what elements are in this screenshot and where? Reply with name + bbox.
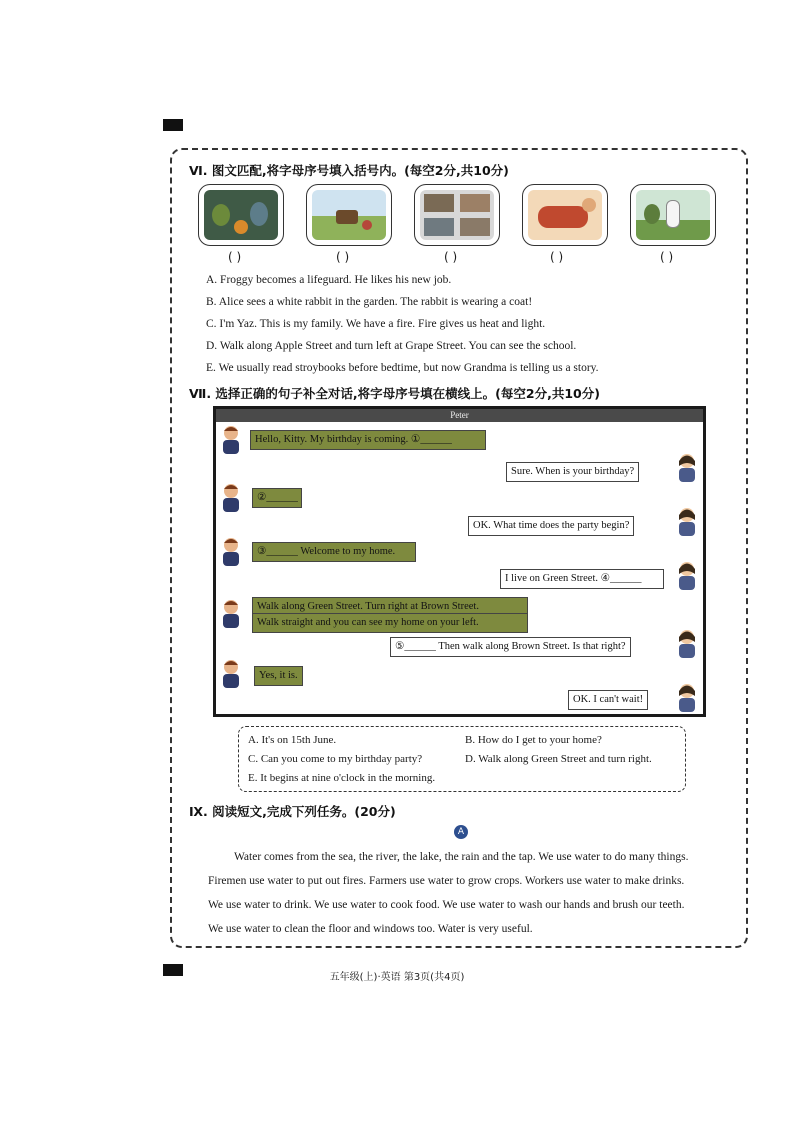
section6-title: Ⅵ. 图文匹配,将字母序号填入括号内。(每空2分,共10分) xyxy=(189,163,509,178)
family-at-table-picture xyxy=(528,190,602,240)
kitty-avatar xyxy=(674,628,700,658)
peter-message-5: Yes, it is. xyxy=(254,666,303,686)
answer-paren-4[interactable]: ( ) xyxy=(550,250,564,264)
map-of-streets-picture xyxy=(420,190,494,240)
page-footer: 五年级(上)·英语 第3页(共4页) xyxy=(329,972,465,983)
kitty-avatar xyxy=(674,560,700,590)
choices-box xyxy=(238,726,686,792)
option-d: D. Walk along Apple Street and turn left at Grape Street. You can see the school. xyxy=(206,340,577,352)
picture-4 xyxy=(522,184,608,246)
peter-message-1: Hello, Kitty. My birthday is coming. ①______ xyxy=(250,430,486,450)
option-e: E. We usually read stroybooks before bedtime, but now Grandma is telling us a story. xyxy=(206,362,599,374)
peter-avatar xyxy=(218,536,244,566)
peter-message-2: ②______ xyxy=(252,488,302,508)
frogs-at-fire-picture xyxy=(204,190,278,240)
camp-in-field-picture xyxy=(312,190,386,240)
peter-message-4b: Walk straight and you can see my home on your left. xyxy=(252,613,528,633)
option-b: B. Alice sees a white rabbit in the garden. The rabbit is wearing a coat! xyxy=(206,296,533,308)
kitty-message-3: I live on Green Street. ④______ xyxy=(500,569,664,589)
passage-line-2: Firemen use water to put out fires. Farmers use water to grow crops. Workers use water to make drinks. xyxy=(208,875,685,887)
kitty-message-5: OK. I can't wait! xyxy=(568,690,648,710)
choice-c: C. Can you come to my birthday party? xyxy=(248,753,423,765)
peter-avatar xyxy=(218,424,244,454)
answer-paren-3[interactable]: ( ) xyxy=(444,250,458,264)
choice-e: E. It begins at nine o'clock in the morning. xyxy=(248,772,436,784)
picture-5 xyxy=(630,184,716,246)
option-c: C. I'm Yaz. This is my family. We have a fire. Fire gives us heat and light. xyxy=(206,318,546,330)
kitty-message-4: ⑤______ Then walk along Brown Street. Is that right? xyxy=(390,637,631,657)
kitty-avatar xyxy=(674,506,700,536)
passage-line-3: We use water to drink. We use water to cook food. We use water to wash our hands and brush our teeth. xyxy=(208,899,685,911)
passage-line-4: We use water to clean the floor and windows too. Water is very useful. xyxy=(208,923,533,935)
peter-avatar xyxy=(218,482,244,512)
kitty-avatar xyxy=(674,682,700,712)
corner-mark-top xyxy=(163,119,183,131)
passage-line-1: Water comes from the sea, the river, the lake, the rain and the tap. We use water to do many things. xyxy=(234,851,689,863)
peter-avatar xyxy=(218,658,244,688)
section7-title: Ⅶ. 选择正确的句子补全对话,将字母序号填在横线上。(每空2分,共10分) xyxy=(189,386,600,401)
kitty-message-2: OK. What time does the party begin? xyxy=(468,516,634,536)
answer-paren-1[interactable]: ( ) xyxy=(228,250,242,264)
picture-1 xyxy=(198,184,284,246)
option-a: A. Froggy becomes a lifeguard. He likes his new job. xyxy=(206,274,452,286)
choice-b: B. How do I get to your home? xyxy=(465,734,602,746)
section9-title: Ⅸ. 阅读短文,完成下列任务。(20分) xyxy=(189,804,396,819)
picture-2 xyxy=(306,184,392,246)
peter-message-4a: Walk along Green Street. Turn right at Brown Street. xyxy=(252,597,528,617)
choice-d: D. Walk along Green Street and turn right. xyxy=(465,753,652,765)
chat-header: Peter xyxy=(216,409,703,422)
picture-3 xyxy=(414,184,500,246)
answer-paren-2[interactable]: ( ) xyxy=(336,250,350,264)
kitty-avatar xyxy=(674,452,700,482)
choice-a: A. It's on 15th June. xyxy=(248,734,337,746)
peter-avatar xyxy=(218,598,244,628)
answer-paren-5[interactable]: ( ) xyxy=(660,250,674,264)
peter-message-3: ③______ Welcome to my home. xyxy=(252,542,416,562)
kitty-message-1: Sure. When is your birthday? xyxy=(506,462,639,482)
passage-a-badge: A xyxy=(454,825,468,839)
rabbit-in-garden-picture xyxy=(636,190,710,240)
